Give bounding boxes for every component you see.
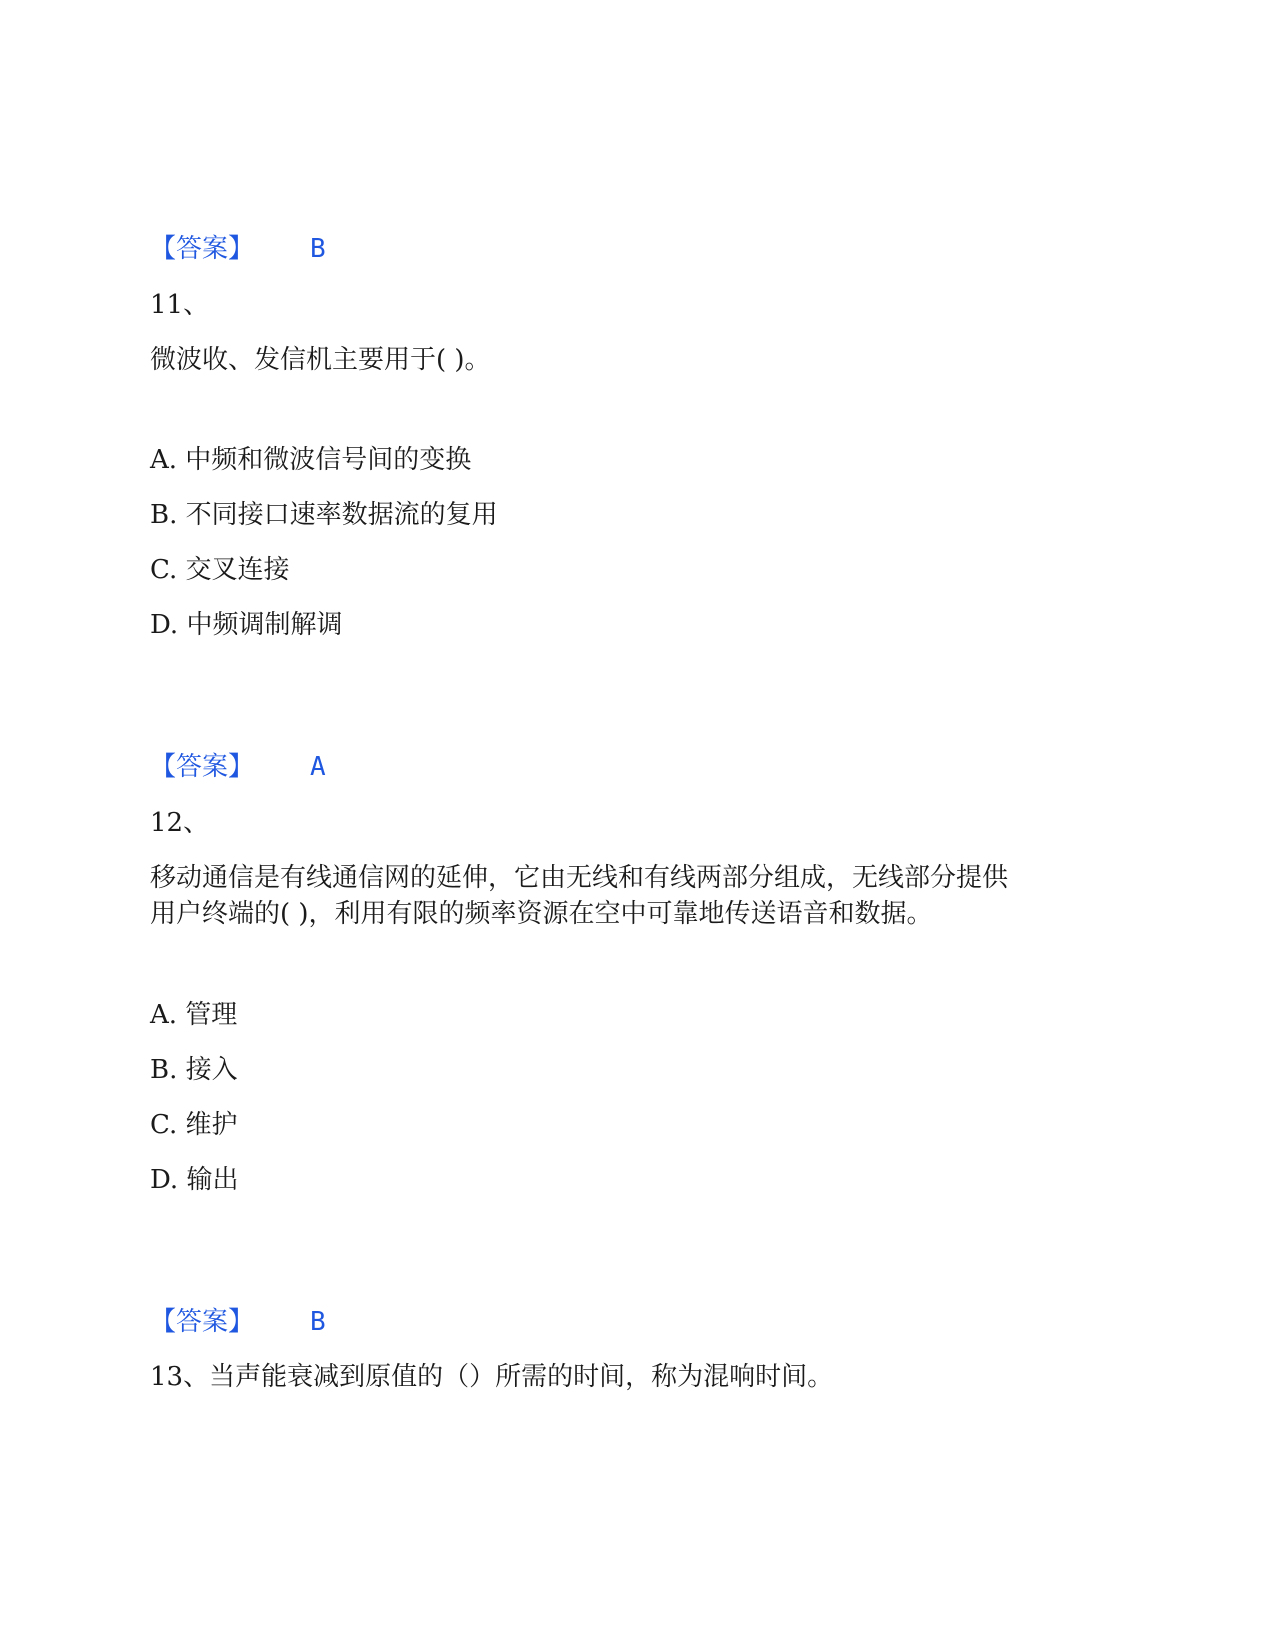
answer-value: A bbox=[310, 752, 326, 782]
option-12-b: B. 接入 bbox=[150, 1055, 238, 1085]
question-stem-11: 微波收、发信机主要用于( )。 bbox=[150, 345, 491, 375]
answer-q10 bbox=[150, 232, 326, 266]
answer-value: B bbox=[310, 1307, 326, 1337]
question-stem-12 bbox=[150, 860, 1110, 932]
question-13: 13、当声能衰减到原值的（）所需的时间，称为混响时间。 bbox=[150, 1362, 834, 1392]
question-stem-line: 移动通信是有线通信网的延伸，它由无线和有线两部分组成，无线部分提供 bbox=[150, 863, 1009, 893]
answer-label: 【答案】 bbox=[150, 234, 255, 264]
option-11-b: B. 不同接口速率数据流的复用 bbox=[150, 500, 498, 530]
answer-q12 bbox=[150, 1305, 326, 1339]
option-11-a: A. 中频和微波信号间的变换 bbox=[150, 445, 472, 475]
answer-label: 【答案】 bbox=[150, 752, 255, 782]
option-12-a: A. 管理 bbox=[150, 1000, 238, 1030]
option-12-c: C. 维护 bbox=[150, 1110, 238, 1140]
option-11-d: D. 中频调制解调 bbox=[150, 610, 343, 640]
option-11-c: C. 交叉连接 bbox=[150, 555, 290, 585]
question-stem-line: 用户终端的( )，利用有限的频率资源在空中可靠地传送语音和数据。 bbox=[150, 899, 933, 929]
answer-value: B bbox=[310, 234, 326, 264]
answer-q11 bbox=[150, 750, 326, 784]
option-12-d: D. 输出 bbox=[150, 1165, 239, 1195]
answer-label: 【答案】 bbox=[150, 1307, 255, 1337]
question-number-11: 11、 bbox=[150, 290, 210, 320]
question-number-12: 12、 bbox=[150, 808, 210, 838]
